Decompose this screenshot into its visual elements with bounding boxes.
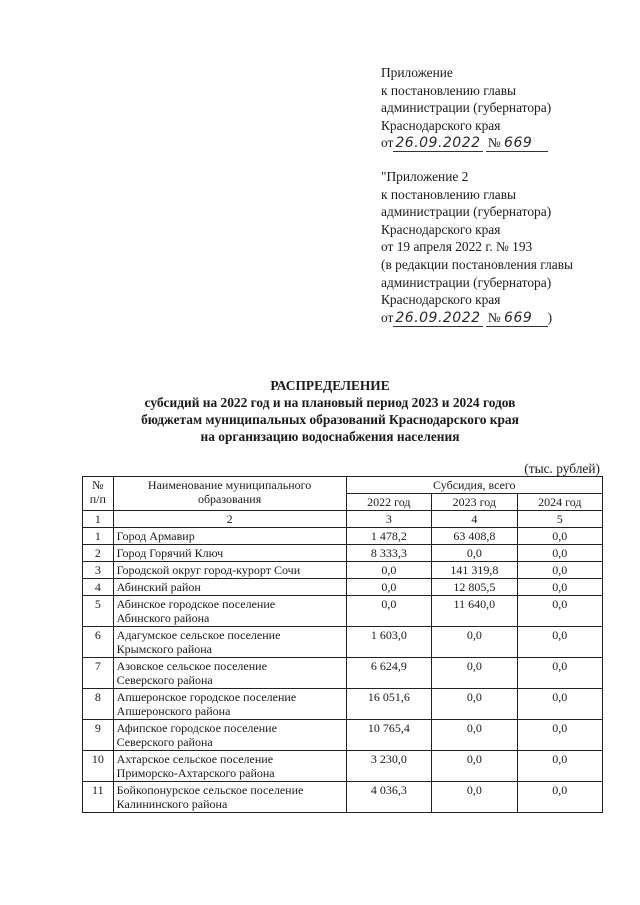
approval-line: администрации (губернатора) [381, 204, 552, 220]
approval-block-1 [381, 64, 551, 152]
approval-line: Приложение [381, 65, 453, 80]
table-body [83, 528, 603, 813]
approval-line: (в редакции постановления главы [381, 256, 574, 272]
municipality-name-line: Северского района [116, 673, 213, 687]
municipality-name [113, 528, 346, 545]
subsidy-value-2022: 3 230,0 [346, 751, 432, 782]
subsidy-value-2023: 11 640,0 [432, 596, 518, 627]
header-year-2024: 2024 год [517, 494, 602, 511]
approval-line: "Приложение 2 [381, 169, 469, 184]
subsidy-value-2024: 0,0 [517, 562, 602, 579]
municipality-name-line: Бойкопонурское сельское поселение [116, 783, 304, 797]
approval-line: к постановлению главы [381, 186, 517, 202]
subsidy-value-2022: 0,0 [346, 562, 432, 579]
subsidy-value-2022: 1 603,0 [346, 627, 432, 658]
table-row [83, 689, 603, 720]
municipality-name-line: Азовское сельское поселение [116, 659, 267, 673]
header-num: № п/п [83, 477, 114, 511]
column-index-row [83, 511, 603, 528]
subsidy-value-2022: 0,0 [346, 596, 432, 627]
municipality-name [113, 720, 346, 751]
ref-date: 26.09.2022 [395, 309, 481, 326]
row-number: 9 [83, 720, 114, 751]
municipality-name-line: Крымского района [116, 642, 212, 656]
subsidy-value-2024: 0,0 [517, 782, 602, 813]
document-heading [100, 377, 560, 445]
table-row [83, 627, 603, 658]
heading-line: бюджетам муниципальных образований Краснодарского края [141, 412, 519, 427]
subsidy-value-2023: 0,0 [432, 545, 518, 562]
ref-number: 669 [504, 135, 533, 152]
header-subsidy: Субсидия, всего [346, 477, 602, 494]
subsidy-value-2023: 0,0 [432, 782, 518, 813]
ref-date: 26.09.2022 [395, 135, 481, 152]
row-number: 11 [83, 782, 114, 813]
row-number: 2 [83, 545, 114, 562]
municipality-name [113, 545, 346, 562]
row-number: 8 [83, 689, 114, 720]
municipality-name-line: Северского района [116, 735, 213, 749]
row-number: 6 [83, 627, 114, 658]
ref-suffix: ) [547, 309, 553, 325]
approval-reference [381, 309, 573, 327]
subsidy-value-2022: 0,0 [346, 579, 432, 596]
subsidy-value-2023: 63 408,8 [432, 528, 518, 545]
subsidy-value-2024: 0,0 [517, 528, 602, 545]
municipality-name [113, 782, 346, 813]
municipality-name [113, 579, 346, 596]
column-index: 4 [432, 511, 518, 528]
ref-number-field [486, 310, 548, 327]
row-number: 7 [83, 658, 114, 689]
subsidy-value-2022: 4 036,3 [346, 782, 432, 813]
table-row [83, 720, 603, 751]
municipality-name-line: Город Армавир [116, 529, 195, 543]
municipality-name [113, 627, 346, 658]
ref-number-label: № [487, 309, 501, 325]
municipality-name-line: Город Горячий Ключ [116, 546, 224, 560]
heading-line: субсидий на 2022 год и на плановый период 2023 и 2024 годов [144, 395, 516, 410]
municipality-name-line: Городской округ город-курорт Сочи [116, 563, 301, 577]
subsidy-value-2023: 0,0 [432, 689, 518, 720]
column-index: 3 [346, 511, 432, 528]
table-row [83, 562, 603, 579]
subsidy-value-2022: 16 051,6 [346, 689, 432, 720]
table-row [83, 545, 603, 562]
subsidy-value-2022: 10 765,4 [346, 720, 432, 751]
municipality-name-line: Ахтарское сельское поселение [116, 752, 274, 766]
heading-title: РАСПРЕДЕЛЕНИЕ [270, 378, 390, 393]
subsidy-value-2024: 0,0 [517, 579, 602, 596]
subsidy-table [82, 476, 603, 813]
subsidy-value-2024: 0,0 [517, 751, 602, 782]
header-year-2022: 2022 год [346, 494, 432, 511]
table-row [83, 528, 603, 545]
approval-line: от 19 апреля 2022 г. № 193 [381, 239, 533, 255]
table-row [83, 579, 603, 596]
header-name: Наименование муниципального образования [113, 477, 346, 511]
municipality-name-line: Абинского района [116, 611, 210, 625]
table-row [83, 596, 603, 627]
subsidy-value-2022: 1 478,2 [346, 528, 432, 545]
municipality-name-line: Адагумское сельское поселение [116, 628, 281, 642]
approval-line: к постановлению главы [381, 82, 517, 98]
municipality-name [113, 689, 346, 720]
municipality-name [113, 751, 346, 782]
row-number: 3 [83, 562, 114, 579]
subsidy-value-2023: 12 805,5 [432, 579, 518, 596]
subsidy-value-2024: 0,0 [517, 545, 602, 562]
row-number: 4 [83, 579, 114, 596]
heading-line: на организацию водоснабжения населения [200, 429, 460, 444]
approval-line: Краснодарского края [381, 292, 501, 308]
ref-number: 669 [504, 309, 533, 326]
subsidy-value-2023: 0,0 [432, 627, 518, 658]
table-row [83, 751, 603, 782]
subsidy-value-2024: 0,0 [517, 689, 602, 720]
approval-reference [381, 134, 551, 152]
municipality-name-line: Калининского района [116, 797, 228, 811]
municipality-name-line: Приморско-Ахтарского района [116, 766, 275, 780]
column-index: 5 [517, 511, 602, 528]
row-number: 10 [83, 751, 114, 782]
municipality-name [113, 562, 346, 579]
approval-line: Краснодарского края [381, 117, 501, 133]
ref-prefix: от [381, 135, 394, 151]
ref-date-field [393, 310, 482, 327]
subsidy-value-2022: 8 333,3 [346, 545, 432, 562]
approval-block-2 [381, 168, 573, 326]
ref-number-field [486, 135, 548, 152]
municipality-name [113, 658, 346, 689]
municipality-name-line: Апшеронское городское поселение [116, 690, 297, 704]
municipality-name-line: Апшеронского района [116, 704, 231, 718]
row-number: 5 [83, 596, 114, 627]
subsidy-value-2023: 0,0 [432, 720, 518, 751]
ref-prefix: от [381, 309, 394, 325]
ref-number-label: № [487, 135, 501, 151]
subsidy-value-2022: 6 624,9 [346, 658, 432, 689]
municipality-name [113, 596, 346, 627]
subsidy-value-2024: 0,0 [517, 720, 602, 751]
subsidy-value-2024: 0,0 [517, 596, 602, 627]
approval-line: администрации (губернатора) [381, 274, 552, 290]
subsidy-value-2024: 0,0 [517, 658, 602, 689]
ref-date-field [393, 135, 482, 152]
units-label: (тыс. рублей) [524, 461, 600, 476]
subsidy-value-2024: 0,0 [517, 627, 602, 658]
column-index: 1 [83, 511, 114, 528]
municipality-name-line: Афипское городское поселение [116, 721, 277, 735]
subsidy-value-2023: 0,0 [432, 658, 518, 689]
approval-line: Краснодарского края [381, 221, 501, 237]
header-year-2023: 2023 год [432, 494, 518, 511]
row-number: 1 [83, 528, 114, 545]
column-index: 2 [113, 511, 346, 528]
municipality-name-line: Абинское городское поселение [116, 597, 276, 611]
subsidy-value-2023: 141 319,8 [432, 562, 518, 579]
municipality-name-line: Абинский район [116, 580, 201, 594]
approval-line: администрации (губернатора) [381, 100, 552, 116]
table-row [83, 782, 603, 813]
table-row [83, 658, 603, 689]
subsidy-value-2023: 0,0 [432, 751, 518, 782]
